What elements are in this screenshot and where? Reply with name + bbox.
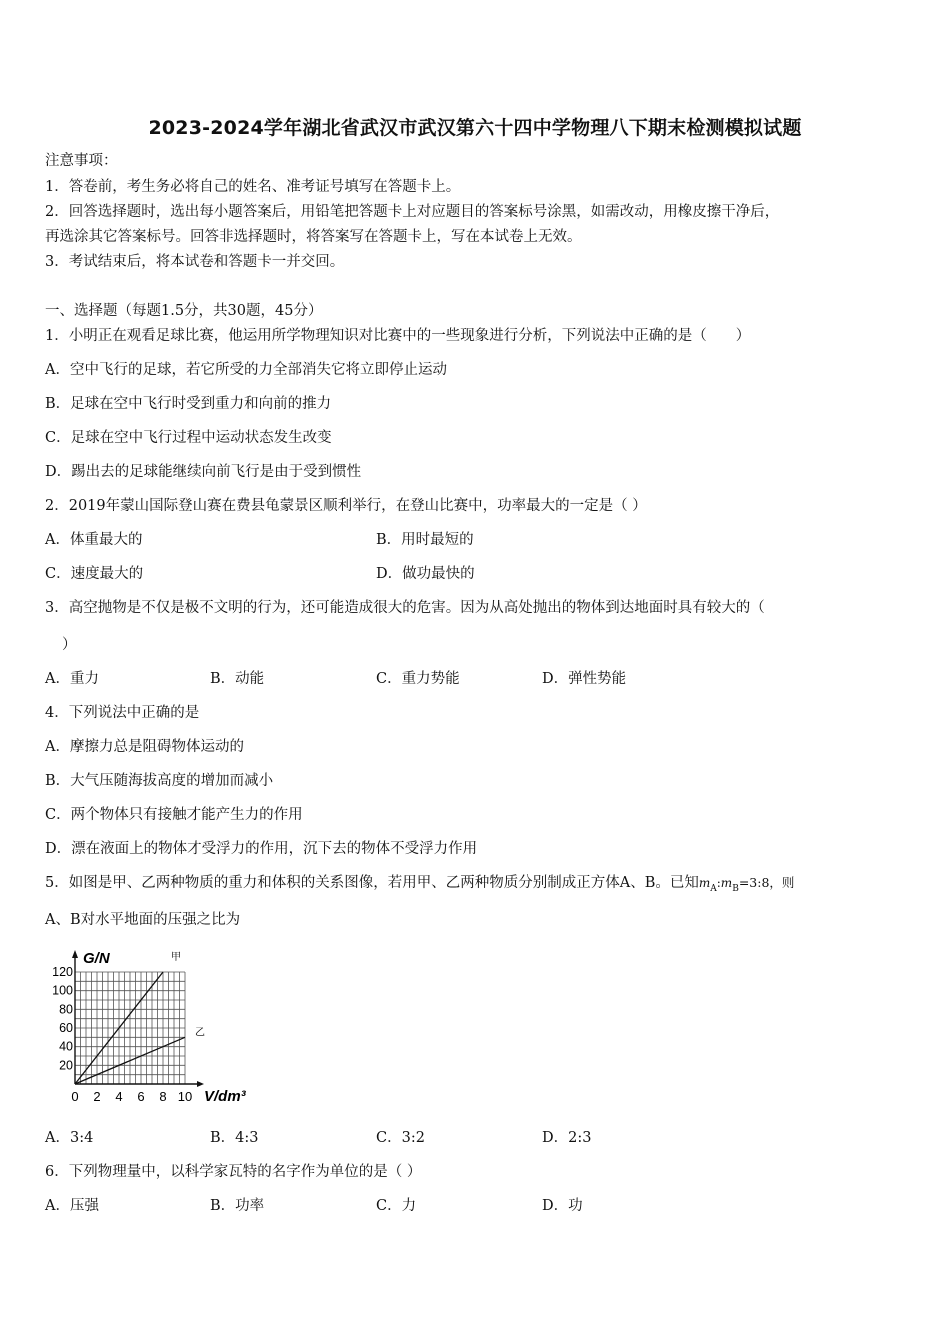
notice-item-2: 2．回答选择题时，选出每小题答案后，用铅笔把答题卡上对应题目的答案标号涂黑，如需改动，用橡皮擦干净后，	[45, 204, 780, 220]
chart-ticks	[52, 965, 192, 1104]
q1-option-b: B．足球在空中飞行时受到重力和向前的推力	[45, 396, 332, 412]
q4-option-a: A．摩擦力总是阻碍物体运动的	[45, 739, 244, 755]
q1-option-a: A．空中飞行的足球，若它所受的力全部消失它将立即停止运动	[45, 362, 447, 378]
x-tick-label: 8	[159, 1089, 167, 1104]
q2-option-a: A．体重最大的	[45, 532, 143, 548]
q6-option-d: D．功	[542, 1198, 583, 1214]
y-axis-arrow	[72, 950, 78, 958]
chart-y-label: G/N	[83, 950, 110, 967]
q4-option-b: B．大气压随海拔高度的增加而减小	[45, 773, 274, 789]
q2-option-d: D．做功最快的	[376, 566, 475, 582]
q5-ratio-colon: :	[716, 876, 721, 890]
q1-stem: 1．小明正在观看足球比赛，他运用所学物理知识对比赛中的一些现象进行分析，下列说法中正确的是（ ）	[45, 328, 751, 344]
q2-option-b: B．用时最短的	[376, 532, 474, 548]
q1-option-c: C．足球在空中飞行过程中运动状态发生改变	[45, 430, 332, 446]
notice-heading: 注意事项：	[45, 153, 118, 169]
y-tick-label: 20	[59, 1058, 73, 1073]
page-title: 2023-2024学年湖北省武汉市武汉第六十四中学物理八下期末检测模拟试题	[148, 117, 802, 139]
q6-option-b: B．功率	[210, 1198, 265, 1214]
q5-option-a: A．3:4	[45, 1130, 94, 1146]
q5-ratio-value: =3:8，则	[738, 875, 795, 890]
x-tick-label: 6	[137, 1089, 145, 1104]
q5-stem	[45, 874, 794, 898]
q5-stem-text: 5．如图是甲、乙两种物质的重力和体积的关系图像，若用甲、乙两种物质分别制成正方体A、B。已知	[45, 875, 699, 891]
chart-series	[75, 951, 205, 1084]
q5-mass-symbol-b: m	[720, 876, 733, 890]
q4-option-c: C．两个物体只有接触才能产生力的作用	[45, 807, 303, 823]
y-tick-label: 120	[52, 965, 73, 979]
series-name-label: 甲	[171, 952, 181, 963]
q6-option-a: A．压强	[45, 1198, 99, 1214]
q1-option-d: D．踢出去的足球能继续向前飞行是由于受到惯性	[45, 464, 362, 480]
q5-option-c: C．3:2	[376, 1130, 425, 1146]
section-heading: 一、选择题（每题1.5分，共30题，45分）	[45, 303, 323, 319]
notice-item-3: 3．考试结束后，将本试卷和答题卡一并交回。	[45, 254, 345, 270]
chart-grid	[75, 972, 185, 1084]
q5-option-b: B．4:3	[210, 1130, 259, 1146]
chart-x-label: V/dm³	[204, 1088, 246, 1105]
q3-option-a: A．重力	[45, 671, 99, 687]
x-axis-arrow	[197, 1081, 204, 1087]
y-tick-label: 40	[59, 1039, 73, 1054]
gravity-volume-chart	[45, 944, 275, 1114]
q5-sub-a: A	[710, 883, 717, 894]
y-tick-label: 100	[52, 983, 73, 998]
q4-option-d: D．漂在液面上的物体才受浮力的作用，沉下去的物体不受浮力作用	[45, 841, 478, 857]
series-name-label: 乙	[195, 1027, 205, 1039]
x-tick-label: 4	[115, 1089, 123, 1104]
notice-item-2-cont: 再选涂其它答案标号。回答非选择题时，将答案写在答题卡上，写在本试卷上无效。	[45, 229, 582, 245]
q6-stem: 6．下列物理量中，以科学家瓦特的名字作为单位的是（ ）	[45, 1164, 422, 1180]
notice-item-1: 1．答卷前，考生务必将自己的姓名、准考证号填写在答题卡上。	[45, 179, 461, 195]
q5-sub-b: B	[732, 883, 739, 894]
q4-stem: 4．下列说法中正确的是	[45, 705, 200, 721]
q2-stem: 2．2019年蒙山国际登山赛在费县龟蒙景区顺利举行，在登山比赛中，功率最大的一定是（ ）	[45, 498, 647, 514]
x-tick-label: 2	[93, 1089, 101, 1104]
q3-option-c: C．重力势能	[376, 671, 460, 687]
q3-stem: 3．高空抛物是不仅是极不文明的行为，还可能造成很大的危害。因为从高处抛出的物体到达地面时具有较大的（	[45, 600, 765, 616]
x-tick-label: 0	[71, 1089, 79, 1104]
y-tick-label: 80	[59, 1002, 73, 1017]
q2-option-c: C．速度最大的	[45, 566, 144, 582]
q3-option-b: B．动能	[210, 671, 265, 687]
x-tick-label: 10	[177, 1089, 193, 1104]
q5-mass-symbol-a: m	[698, 876, 711, 890]
q3-stem-end: ）	[62, 637, 77, 653]
q5-stem-cont: A、B对水平地面的压强之比为	[45, 912, 241, 928]
q6-option-c: C．力	[376, 1198, 417, 1214]
q3-option-d: D．弹性势能	[542, 671, 627, 687]
y-tick-label: 60	[59, 1021, 73, 1035]
q5-option-d: D．2:3	[542, 1130, 592, 1146]
